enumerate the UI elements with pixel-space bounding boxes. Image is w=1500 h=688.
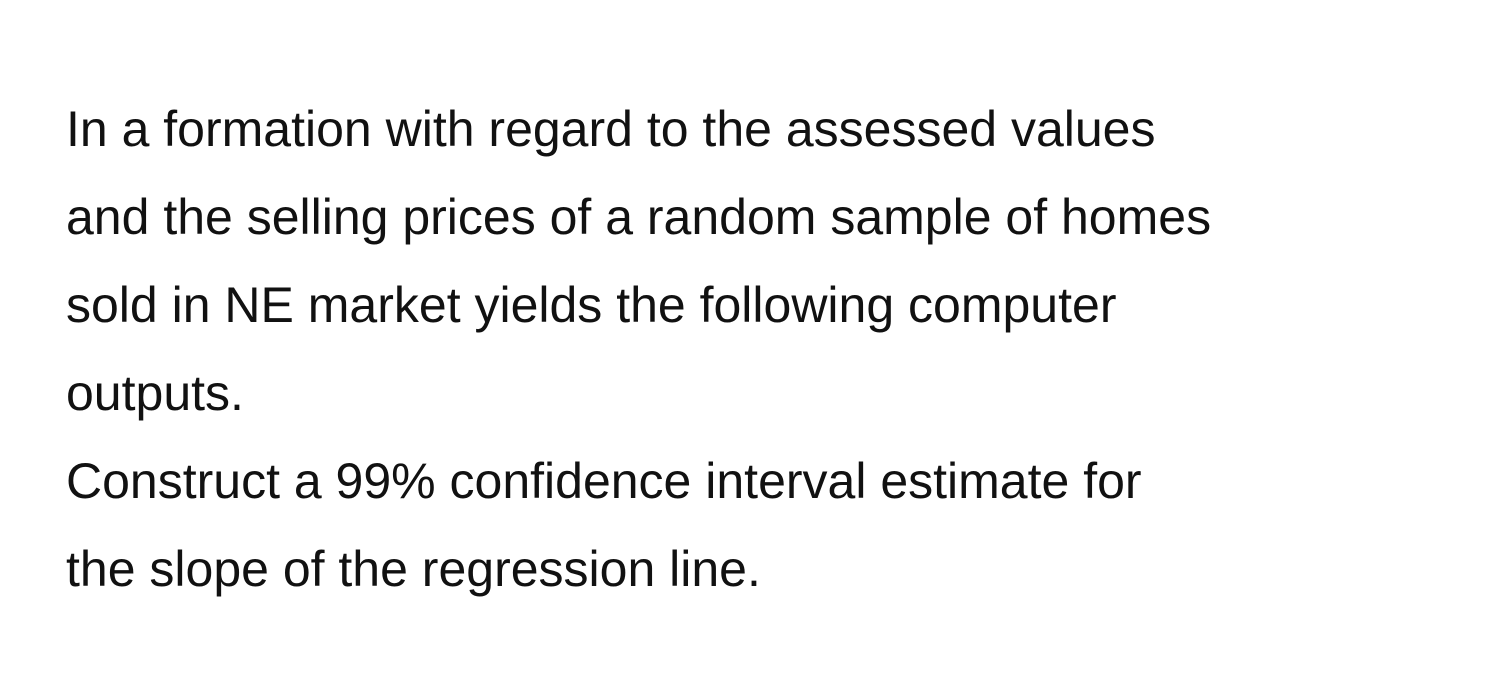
text-line-5: Construct a 99% confidence interval estimate for [66,453,1142,509]
question-text [66,85,1466,613]
text-line-6: the slope of the regression line. [66,541,761,597]
text-line-1: In a formation with regard to the assessed values [66,101,1156,157]
text-line-4: outputs. [66,365,244,421]
text-line-3: sold in NE market yields the following computer [66,277,1117,333]
text-line-2: and the selling prices of a random sample of homes [66,189,1212,245]
